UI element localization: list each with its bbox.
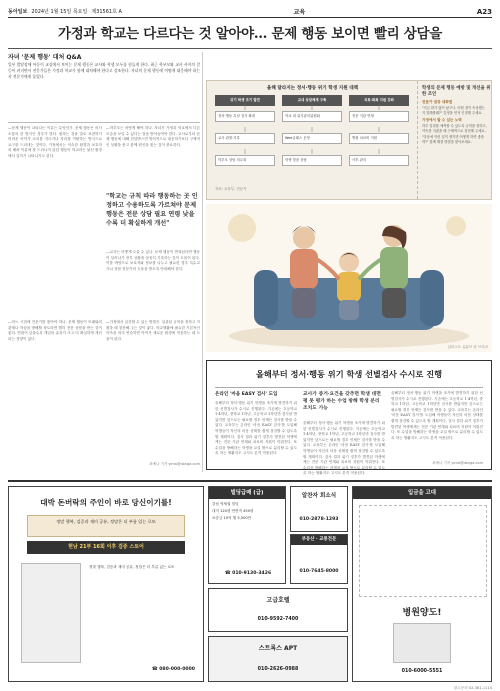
flow-item-1-3: 학부모 상담 의무화 <box>215 155 275 166</box>
flow-header-2: 교내 상담체계 구축 <box>282 95 342 106</box>
article2-body-1: 올해부터 정서·행동 위기 학생을 조기에 발견하기 위한 선별검사가 수시로 진행된다. 기존에는 초등학교 1·4학년, 중학교 1학년, 고등학교 1학년만 검사를 받았지만 앞으로는 필요할 경우 언제든 검사를 받을 수 있다. 교육부는 온라인 '마음 EASY 검사'를 도입해 학생들이 자신의 마음 상태를 쉽게 점검할 수 있도록 할 계획이다. 검사 결과 위기 징후가 발견된 학생에게는 전문 기관 연계와 치료비 지원이 이뤄진다. 또 수업을 방해하는 학생을 교실 밖으로 분리할 수 있도록 하는 생활지도 고시도 본격 적용된다. <box>215 401 297 456</box>
qna-body-2: ―학부모는 어떻게 해야 하나. 자녀가 가정과 학교에서 다른 모습을 보일 수 있다는 점을 받아들여야 한다. 교사로부터 문제 행동에 대해 전달받으면 방어적으로 대응하기보다 구체적인 상황을 묻고 함께 원인을 찾는 것이 중요하다. <box>106 126 200 147</box>
hospital-ad-phone: 010-6000-5551 <box>401 669 443 674</box>
article2-box <box>206 360 492 476</box>
qna-body-5: ―가정에서 실천할 수 있는 방법은. 일관된 규칙을 정하고 지켰을 때 칭찬해 주는 것이 좋다. 학교생활에 필요한 기본적인 약속을 미리 연습하면 아이가 새로운 환경에 적응하는 데 도움이 된다. <box>106 320 200 341</box>
sidebar-heading-2: 가정에서 할 수 있는 노력 <box>422 118 462 123</box>
qna-rule <box>8 122 200 123</box>
lottery-ad-title: 대박 돈버락의 주인이 바로 당신이기를! <box>40 498 172 507</box>
sidebar-heading-1: 전문가 권장 대화법 <box>422 100 453 104</box>
lottery-ad-text: 정말 행복, 검증과 재미 공유, 정말은 더 부름 있는 로또 <box>89 565 175 569</box>
flow-arrows <box>207 81 417 199</box>
qna-body-4: ―어느 시점에 전문가를 찾아야 하나. 문제 행동이 또래와의 관계나 학습을 방해할 정도라면 빨리 전문 상담을 받는 것이 좋다. 연령이 낮을수록 개입의 효과가 크고 더 확실하게 개선되는 경향이 있다. <box>8 320 102 341</box>
store-ad-phone: 010-2878-1293 <box>299 517 339 522</box>
infographic <box>206 80 492 200</box>
building-ad-line-2: 대지 120평 연면적 450평 <box>212 509 254 513</box>
building-ad-phone: ☎ 010-9130-3426 <box>224 571 272 576</box>
article2-rule <box>215 387 483 388</box>
flow-item-2-1: 학교 내 위기관리위원회 <box>282 111 342 122</box>
masthead-issue: 제31561호 A <box>91 9 122 15</box>
lottery-ad-sub: 정말 행복, 검증과 재미 공유, 정말은 더 부름 있는 로또 <box>27 515 185 537</box>
building-ad-line-1: 강남 역세권 빌딩 <box>212 502 239 506</box>
article2-kicker: 온라인 '마음 EASY 검사' 도입 <box>215 392 278 397</box>
flow-item-2-2: Wee클래스 운영 <box>282 133 342 144</box>
lottery-ad[interactable] <box>8 486 204 682</box>
pull-quote: "학교는 규칙 따라 행동하는 곳 인정하고 수용하도록 가르쳐야 문제 행동은 전문 상담 필요 연령 낮을수록 더 확실하게 개선" <box>106 193 198 227</box>
sidebar-text-2: 하루 일과를 예측할 수 있도록 규칙을 정하고, 약속을 지켰을 때 구체적으로 칭찬해 주세요. <box>422 124 487 133</box>
building-ad[interactable] <box>208 486 286 584</box>
apartment-ad-phone: 010-2626-0988 <box>257 667 299 672</box>
flow-item-1-1: 정서·행동 특성 검사 확대 <box>215 111 275 122</box>
infographic-sidebar <box>417 81 491 199</box>
page-headline: 가정과 학교는 다르다는 것 알아야… 문제 행동 보이면 빨리 상담을 <box>57 26 443 42</box>
masthead <box>8 6 492 18</box>
flow-item-3-3: 사후 관리 <box>349 155 409 166</box>
qna-kicker: 자녀 '문제 행동' 대처 Q&A <box>8 54 82 61</box>
apartment-ad-title: 스트록스 APT <box>258 645 298 652</box>
flow-item-3-1: 전문 기관 연계 <box>349 111 409 122</box>
lottery-ad-phone: ☎ 080-000-0000 <box>151 667 195 672</box>
qna-body-1: ―문제 행동이 나타나는 이유는 무엇인가. 문제 행동은 의사소통의 한 방식인 경우가 많다. 원하는 것을 말로 표현하기 어려운 아이가 소리를 지르거나 자리를 이탈하는 방식으로 요구를 드러내는 것이다. 가정에서는 익숙한 환경과 보호자의 배려 덕분에 잘 드러나지 않던 행동이 학교라는 낯선 환경에서 갑자기 나타나기도 한다. <box>8 126 102 158</box>
flow-item-3-2: 병원 치료비 지원 <box>349 133 409 144</box>
masthead-date: 2024년 1월 15일 목요일 <box>31 9 88 15</box>
lottery-ad-highlight: 현남 21부 16회 이후 검증 스토어 <box>27 541 185 554</box>
article2-headline: 올해부터 정서·행동 위기 학생 선별검사 수시로 진행 <box>255 369 443 379</box>
sidebar-text-1: "지금 화가 많이 났구나. 어떤 점이 속상했는지 말해줄래?" 감정을 먼저 인정해 주세요. <box>422 106 485 115</box>
qna-body-3: ―교사는 어떻게 도울 수 있나. 문제 행동이 반복된다면 행동이 일어나기 전후 상황을 꼼꼼히 기록하는 것이 도움이 된다. 이를 바탕으로 보호자와 정보를 나누고 필요한 경우 특수교사나 상담 전문가의 도움을 받도록 안내해야 한다. <box>106 250 200 271</box>
hospital-ad-headline: 병원양도! <box>402 608 442 618</box>
store-ad[interactable] <box>290 486 348 532</box>
ad-inquiry: 광고문의 02-361-1114 <box>453 686 492 690</box>
hospital-ad[interactable] <box>352 486 492 682</box>
hospital-ad-listing <box>359 505 487 597</box>
infographic-source: 자료: 교육부, 전문가 <box>215 187 247 191</box>
hotel-ad-title: 고급호텔 <box>266 597 290 604</box>
ads-section <box>8 480 492 685</box>
estate-ad-title: 부동산 · 교통전문 <box>291 535 347 545</box>
lottery-ad-photo <box>21 563 81 663</box>
page-number: A23 <box>476 7 492 16</box>
building-ad-title: 빌딩급매 (급) <box>209 487 285 499</box>
apartment-ad[interactable] <box>208 636 348 682</box>
flow-header-1: 위기 학생 조기 발견 <box>215 95 275 106</box>
illustration-credit: 일러스트 유튜브 라 브리코 <box>447 345 488 349</box>
article2-byline: 최예나 기자 yena@donga.com <box>432 461 483 465</box>
estate-ad[interactable] <box>290 534 348 584</box>
building-ad-line-3: 보증금 10억 월 5,500만 <box>212 516 252 520</box>
family-illustration <box>206 204 492 352</box>
qna-kicker-wrap <box>8 52 200 61</box>
article2-body-3: 올해부터 정서·행동 위기 학생을 조기에 발견하기 위한 선별검사가 수시로 진행된다. 기존에는 초등학교 1·4학년, 중학교 1학년, 고등학교 1학년만 검사를 받았지만 앞으로는 필요할 경우 언제든 검사를 받을 수 있다. 교육부는 온라인 '마음 EASY 검사'를 도입해 학생들이 자신의 마음 상태를 쉽게 점검할 수 있도록 할 계획이다. 검사 결과 위기 징후가 발견된 학생에게는 전문 기관 연계와 치료비 지원이 이뤄진다. 또 수업을 방해하는 학생을 교실 밖으로 분리할 수 있도록 하는 생활지도 고시도 본격 적용된다. <box>391 391 483 440</box>
qna-byline: 최예나 기자 yena@donga.com <box>149 462 200 466</box>
hospital-ad-title: 입금을 고대 <box>353 487 491 499</box>
column-divider <box>202 52 203 472</box>
headline-rule <box>8 48 492 49</box>
hospital-ad-photo <box>393 623 451 663</box>
hotel-ad-phone: 010-9592-7400 <box>257 617 299 622</box>
qna-lead: 일부 발달장애 아동이 교실에서 보이는 문제 행동은 교사와 학생 모두를 힘들게 한다. 최근 학부모와 교사 사이의 갈등이 커지면서 전문가들은 가정과 학교가 함께 대처해야 한다고 강조한다. 자녀의 문제 행동에 어떻게 대응해야 하는지 전문가에게 물었다. <box>8 62 200 79</box>
sidebar-text-3: "다음에 이런 일이 생기면 어떻게 하면 좋을까?" 함께 해결 방법을 찾아보세요. <box>422 135 484 144</box>
masthead-brand: 동아일보 <box>8 9 28 15</box>
flow-item-1-2: 교사 관찰·기록 <box>215 133 275 144</box>
hotel-ad[interactable] <box>208 588 348 632</box>
article2-quote: 교사가 증거·요건을 갖추면 학생 대면평 못 평가 하는 수업 방해 학생 분리 조치도 가능 <box>303 391 381 411</box>
infographic-title: 올해 달라지는 정서·행동 위기 학생 지원 대책 <box>266 86 359 91</box>
flow-header-3: 치료·회복 지원 강화 <box>349 95 409 106</box>
masthead-section: 교육 <box>293 9 306 16</box>
article2-body-2: 올해부터 정서·행동 위기 학생을 조기에 발견하기 위한 선별검사가 수시로 진행된다. 기존에는 초등학교 1·4학년, 중학교 1학년, 고등학교 1학년만 검사를 받았지만 앞으로는 필요할 경우 언제든 검사를 받을 수 있다. 교육부는 온라인 '마음 EASY 검사'를 도입해 학생들이 자신의 마음 상태를 쉽게 점검할 수 있도록 할 계획이다. 검사 결과 위기 징후가 발견된 학생에게는 전문 기관 연계와 치료비 지원이 이뤄진다. 또 수업을 방해하는 학생을 교실 밖으로 분리할 수 있도록 하는 생활지도 고시도 본격 적용된다. <box>303 421 385 476</box>
sidebar-title: 학생의 문제 행동 예방 및 개선을 위한 조언 <box>422 86 491 97</box>
flow-item-2-3: 학생 맞춤 상담 <box>282 155 342 166</box>
estate-ad-phone: 010-7645-8000 <box>299 569 339 574</box>
store-ad-title: 알찬자 회소식 <box>301 493 337 499</box>
family-illustration-art <box>206 204 492 352</box>
